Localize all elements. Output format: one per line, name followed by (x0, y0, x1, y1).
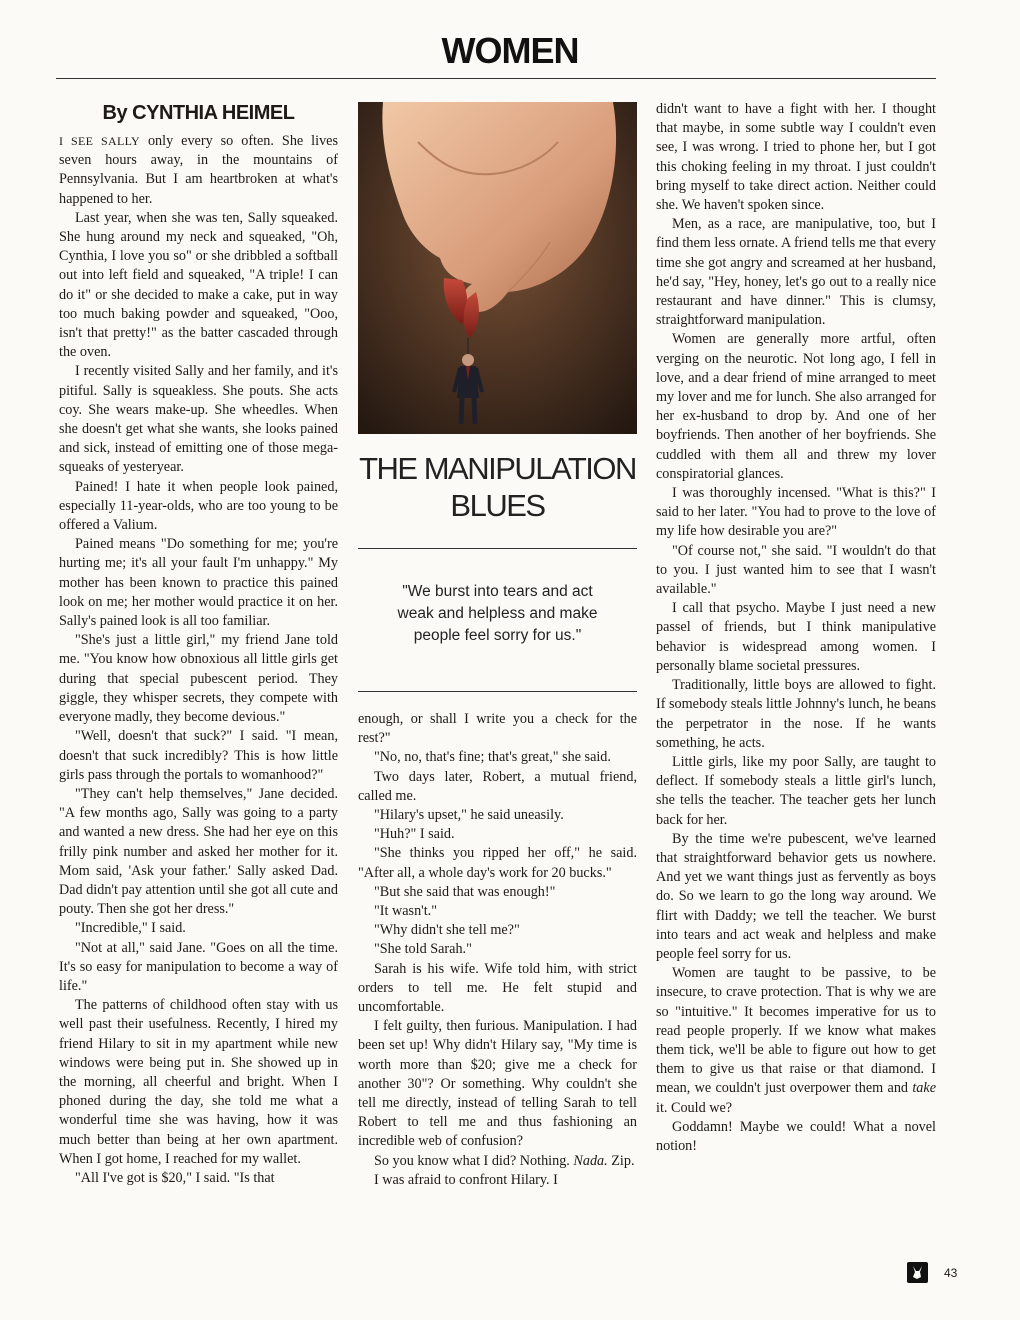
paragraph-text: Men, as a race, are manipulative, too, but I find them less ornate. A friend tells me that every time she got angry and screamed at her husband, he'd say, "Hey, honey, let's go out to a really nice restaurant and have dinner." This is clumsy, straightforward manipulation. (656, 216, 936, 329)
body-paragraph (358, 825, 637, 844)
body-paragraph (59, 996, 338, 1169)
pull-quote-bottom-rule (358, 691, 637, 692)
paragraph-text: I felt guilty, then furious. Manipulation. I had been set up! Why didn't Hilary say, "My time is worth more than $20; give me a check for another 30"? Or something. Why couldn't she tell me directly, instead of telling Sarah to tell Robert to tell me and thus fashioning an incredible web of confusion? (358, 1018, 637, 1150)
italic-text: take (912, 1080, 936, 1097)
body-paragraph (656, 676, 936, 753)
body-paragraph (59, 939, 338, 997)
body-paragraph (358, 883, 637, 902)
paragraph-text: enough, or shall I write you a check for the rest?" (358, 711, 637, 747)
italic-text: Nada. (573, 1152, 608, 1169)
paragraph-text: "But she said that was enough!" (374, 883, 556, 900)
body-paragraph (656, 100, 936, 215)
feature-title (358, 450, 637, 524)
body-paragraph (358, 1152, 637, 1171)
body-paragraph (358, 1017, 637, 1151)
body-paragraph (59, 727, 338, 785)
paragraph-text: "Hilary's upset," he said uneasily. (374, 807, 564, 824)
paragraph-text: "Not at all," said Jane. "Goes on all the time. It's so easy for manipulation to become a way of life." (59, 939, 338, 994)
body-paragraph (358, 768, 637, 806)
column-1 (59, 100, 338, 1188)
body-paragraph (358, 806, 637, 825)
pull-quote-top-rule (358, 548, 637, 549)
body-paragraph (656, 753, 936, 830)
body-paragraph (59, 785, 338, 919)
paragraph-text: Last year, when she was ten, Sally squeaked. She hung around my neck and squeaked, "Oh, Cynthia, I love you so" or she dribbled a softball out into left field and squeaked, "A triple! I can do it" or she decided to make a cake, put in way too much baking powder and squeaked, "Ooo, isn't that pretty!" as the batter cascaded through the oven. (59, 209, 338, 361)
body-paragraph (656, 964, 936, 1118)
hand-puppet-illustration (358, 102, 637, 434)
paragraph-text: I call that psycho. Maybe I just need a new passel of friends, but I think manipulative behavior is widespread among women. I personally blame societal pressures. (656, 600, 936, 674)
paragraph-text: By the time we're pubescent, we've learned that straightforward behavior gets us nowhere. And yet we want things just as fervently as boys do. So we learn to go the long way around. We flirt with Daddy; we tell the teacher. We burst into tears and act weak and helpless and make people feel sorry for us. (656, 830, 936, 962)
paragraph-text: "She told Sarah." (374, 941, 472, 958)
rabbit-head-logo-icon (907, 1262, 928, 1283)
column-1-body (59, 132, 338, 1188)
lead-in-smallcaps: I SEE SALLY (59, 134, 140, 148)
paragraph-text: Two days later, Robert, a mutual friend, called me. (358, 768, 637, 804)
body-paragraph (358, 940, 637, 959)
body-paragraph (358, 902, 637, 921)
paragraph-text: "All I've got is $20," I said. "Is that (75, 1169, 275, 1186)
body-paragraph (59, 1169, 338, 1188)
paragraph-text: Pained means "Do something for me; you're hurting me; it's all your fault I'm unhappy." My mother has been known to practice this pained look on me; her mother would practice it on her. Sally's pained look is all too familiar. (59, 536, 338, 630)
paragraph-text-tail: Zip. (607, 1152, 635, 1169)
paragraph-text: "They can't help themselves," Jane decided. "A few months ago, Sally was going to a party and wanted a new dress. She had her eye on this frilly pink number and asked her mother for it. Mom said, 'Ask your father.' Sally asked Dad. Dad didn't pay attention until she got all cute and pouty. Then she got her dress." (59, 785, 338, 918)
paragraph-text: Sarah is his wife. Wife told him, with strict orders to tell me. He felt stupid and uncomfortable. (358, 960, 637, 1016)
paragraph-text: I recently visited Sally and her family, and it's pitiful. Sally is squeakless. She pouts. She acts coy. She wears make-up. She wheedles. When she doesn't get what she wants, she looks pained and sick, instead of emitting one of those mega-squeaks of yesteryear. (59, 363, 338, 476)
body-paragraph (656, 1118, 936, 1156)
byline: By CYNTHIA HEIMEL (102, 102, 295, 124)
body-paragraph (59, 535, 338, 631)
paragraph-text: So you know what I did? Nothing. (374, 1152, 574, 1169)
body-paragraph (358, 748, 637, 767)
paragraph-text: "It wasn't." (374, 903, 437, 920)
body-paragraph (358, 1171, 637, 1190)
paragraph-text: "No, no, that's fine; that's great," she said. (374, 749, 611, 766)
pull-quote: "We burst into tears and act weak and helpless and make people feel sorry for us." (397, 583, 598, 644)
feature-title-line-1: THE MANIPULATION (359, 451, 636, 486)
page-number: 43 (944, 1266, 958, 1280)
paragraph-text: only every so often. She lives seven hours away, in the mountains of Pennsylvania. But I am heartbroken at what's happened to her. (59, 133, 338, 207)
body-paragraph (358, 710, 637, 748)
paragraph-text: Women are taught to be passive, to be insecure, to crave protection. That is why we are so "intuitive." It becomes imperative for us to read people properly. If we know what makes them tick, we'll be able to figure out how to get them to give us that raise or that diamond. I mean, we couldn't just overpower them and (656, 965, 936, 1097)
paragraph-text: "She's just a little girl," my friend Jane told me. "You know how obnoxious all little girls get during that special pubescent period. They giggle, they whisper secrets, they compete with everyone madly, they become devious." (59, 632, 338, 726)
body-paragraph (59, 209, 338, 363)
body-paragraph (656, 542, 936, 600)
paragraph-text: Goddamn! Maybe we could! What a novel notion! (656, 1118, 936, 1154)
paragraph-text: "Huh?" I said. (374, 826, 455, 843)
paragraph-text: I was thoroughly incensed. "What is this?" I said to her later. "You had to prove to the love of my life how desirable you are?" (656, 485, 936, 540)
paragraph-text: "Of course not," she said. "I wouldn't do that to you. I just wanted him to see that I wasn't available." (656, 542, 936, 598)
paragraph-text: didn't want to have a fight with her. I thought that maybe, in some subtle way I couldn't even see, I was wrong. I tried to phone her, but I got this choking feeling in my throat. I just couldn't bring myself to take direct action. Neither could she. We haven't spoken since. (656, 101, 936, 214)
body-paragraph (656, 215, 936, 330)
paragraph-text: Traditionally, little boys are allowed to fight. If somebody steals little Johnny's lunch, he beans the perpetrator in the nose. If he wants something, he acts. (656, 677, 936, 751)
header-rule (56, 78, 936, 79)
paragraph-text: "Well, doesn't that suck?" I said. "I mean, doesn't that suck incredibly? This is how little girls pass through the portals to womanhood?" (59, 728, 338, 783)
body-paragraph (656, 830, 936, 964)
paragraph-text: "She thinks you ripped her off," he said. "After all, a whole day's work for 20 bucks." (358, 845, 637, 881)
paragraph-text: I was afraid to confront Hilary. I (374, 1171, 558, 1188)
body-paragraph (358, 960, 637, 1018)
paragraph-text-tail: it. Could we? (656, 1099, 733, 1116)
paragraph-text: "Why didn't she tell me?" (374, 922, 520, 939)
column-2-body (358, 710, 637, 1190)
feature-title-line-2: BLUES (450, 488, 545, 523)
body-paragraph (358, 844, 637, 882)
column-2 (358, 100, 637, 1190)
section-header: WOMEN (441, 30, 579, 71)
paragraph-text: Pained! I hate it when people look pained, especially 11-year-olds, who are too young to be offered a Valium. (59, 478, 338, 534)
body-paragraph (59, 478, 338, 536)
body-paragraph (59, 132, 338, 209)
body-paragraph (656, 330, 936, 484)
body-paragraph (656, 599, 936, 676)
body-paragraph (358, 921, 637, 940)
paragraph-text: Little girls, like my poor Sally, are taught to deflect. If somebody steals a little girl's lunch, she tells the teacher. The teacher gets her lunch back for her. (656, 753, 936, 828)
body-paragraph (59, 919, 338, 938)
body-paragraph (59, 362, 338, 477)
body-paragraph (656, 484, 936, 542)
paragraph-text: Women are generally more artful, often verging on the neurotic. Not long ago, I fell in love, and a dear friend of mine arranged to meet my lover and me for lunch. She also arranged for her ex-husband to drop by. And one of her boyfriends. Then another of her boyfriends. She cuddled with them all and threw my lover conspiratorial glances. (656, 331, 936, 482)
body-paragraph (59, 631, 338, 727)
column-3-body (656, 100, 936, 1156)
paragraph-text: The patterns of childhood often stay with us well past their usefulness. Recently, I hired my friend Hilary to sit in my apartment while new windows were being put in. She showed up in the morning, all cheerful and bright. When I phoned during the day, she told me what a wonderful time she was having, how it was much better than being at her own apartment. When I got home, I reached for my wallet. (59, 997, 338, 1167)
column-3 (656, 100, 936, 1156)
paragraph-text: "Incredible," I said. (75, 920, 186, 937)
